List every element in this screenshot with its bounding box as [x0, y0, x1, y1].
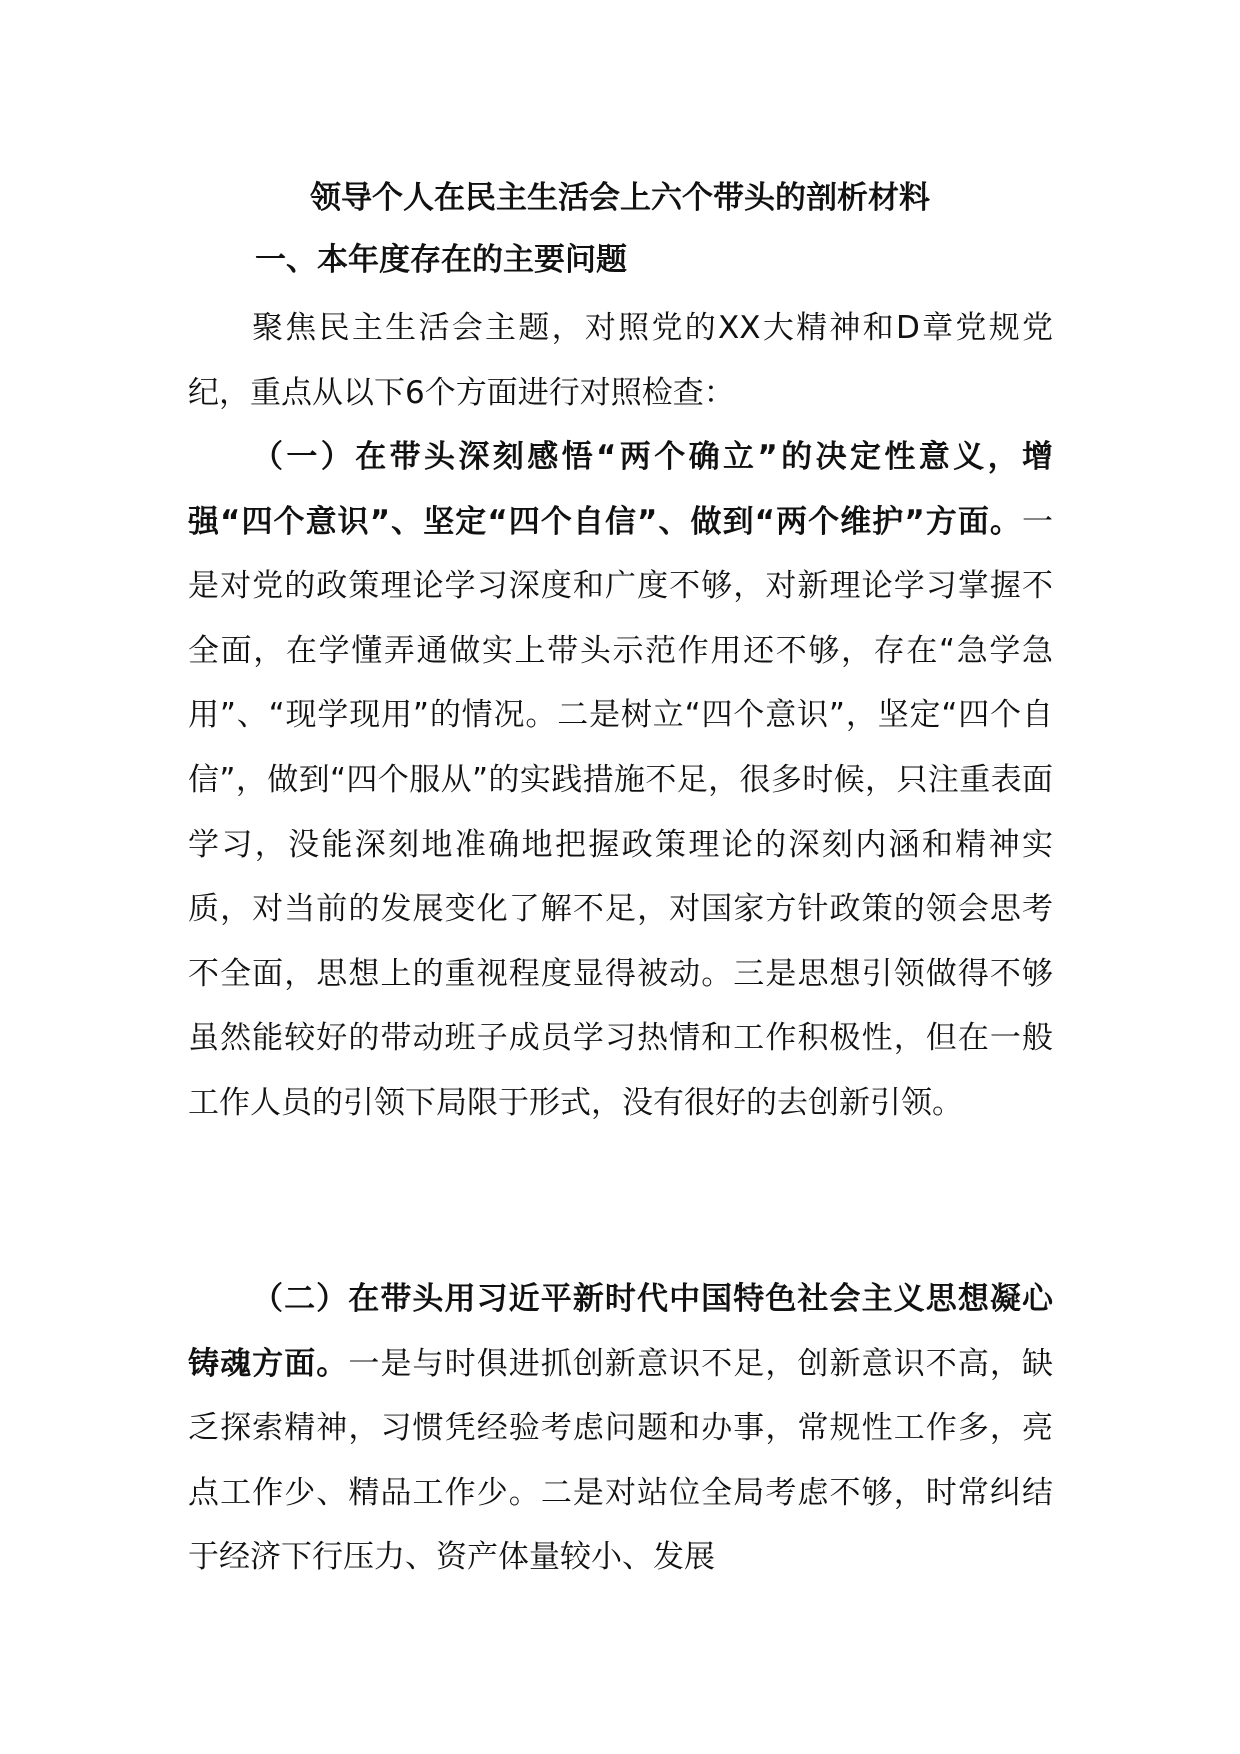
- part2-paragraph: [188, 1267, 1053, 1590]
- part1-paragraph: [188, 425, 1053, 1136]
- part1-heading: （一）在带头深刻感悟“两个确立”的决定性意义，增强“四个意识”、坚定“四个自信”、做到“两个维护”方面。: [188, 439, 1053, 540]
- part2-heading: （二）在带头用习近平新时代中国特色社会主义思想凝心铸魂方面。: [188, 1281, 1053, 1382]
- document-title: 领导个人在民主生活会上六个带头的剖析材料: [310, 180, 930, 216]
- part2-body: 一是与时俱进抓创新意识不足，创新意识不高，缺乏探索精神，习惯凭经验考虑问题和办事，常规性工作多，亮点工作少、精品工作少。二是对站位全局考虑不够，时常纠结于经济下行压力、资产体量较小、发展: [188, 1345, 1054, 1576]
- part1-body: 一是对党的政策理论学习深度和广度不够，对新理论学习掌握不全面，在学懂弄通做实上带头示范作用还不够，存在“急学急用”、“现学现用”的情况。二是树立“四个意识”，坚定“四个自信”，做到“四个服从”的实践措施不足，很多时候，只注重表面学习，没能深刻地准确地把握政策理论的深刻内涵和精神实质，对当前的发展变化了解不足，对国家方针政策的领会思考不全面，思想上的重视程度显得被动。三是思想引领做得不够虽然能较好的带动班子成员学习热情和工作积极性，但在一般工作人员的引领下局限于形式，没有很好的去创新引领。: [188, 503, 1053, 1121]
- section-heading: 一、本年度存在的主要问题: [255, 242, 627, 278]
- intro-paragraph: 聚焦民主生活会主题，对照党的XX大精神和D章党规党纪，重点从以下6个方面进行对照检查：: [188, 310, 1053, 411]
